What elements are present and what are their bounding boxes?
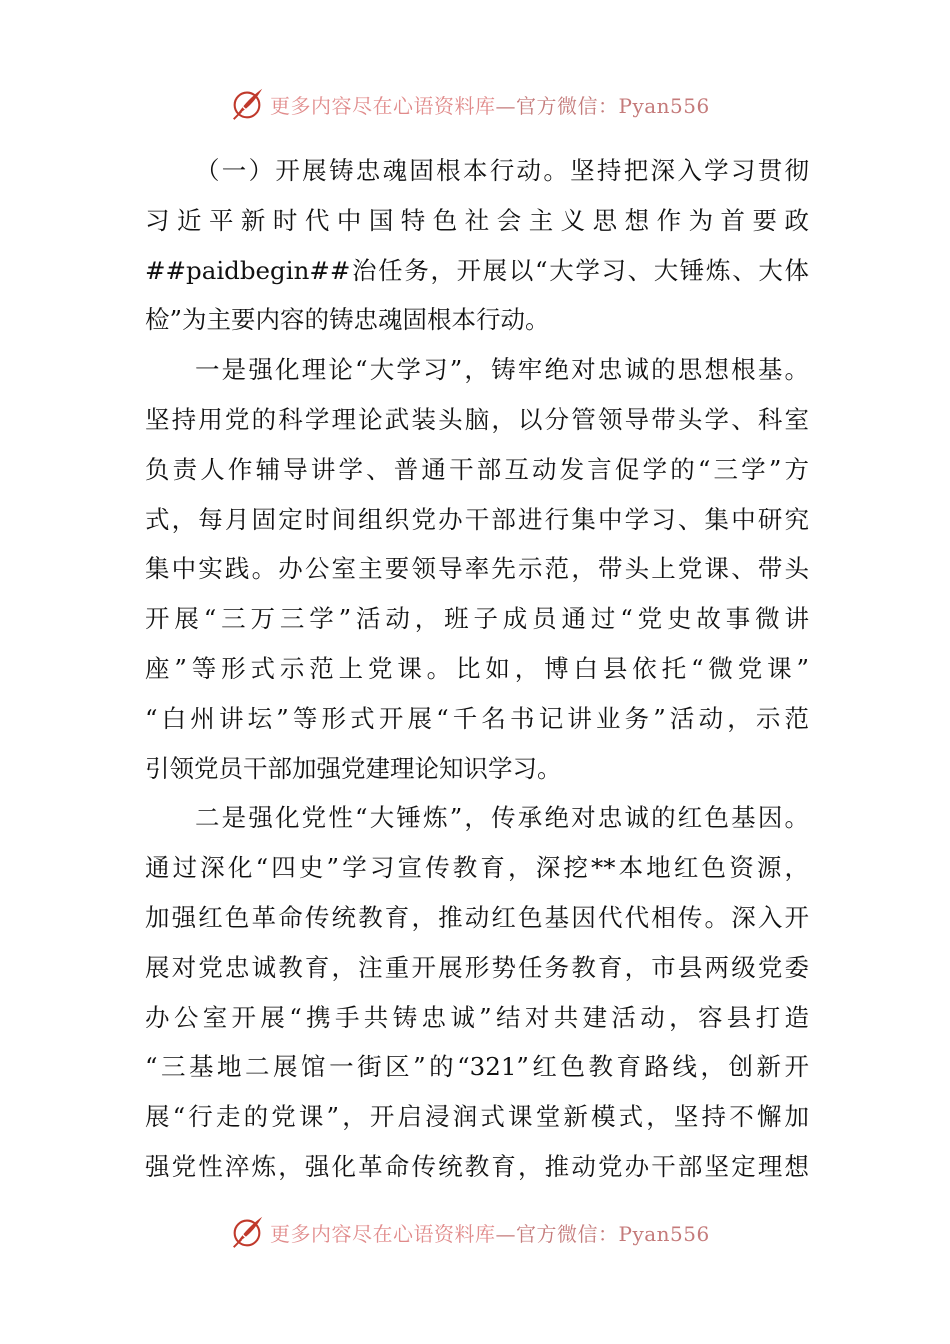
text-line: 集中实践。办公室主要领导率先示范，带头上党课、带头 bbox=[145, 554, 809, 584]
text-line: 引领党员干部加强党建理论知识学习。 bbox=[145, 753, 562, 783]
text-line: 座”等形式示范上党课。比如，博白县依托“微党课” bbox=[145, 653, 809, 683]
text-line: ##paidbegin##治任务，开展以“大学习、大锤炼、大体 bbox=[145, 255, 809, 285]
quill-logo-icon bbox=[228, 1213, 266, 1251]
quill-logo-icon bbox=[228, 85, 266, 123]
text-line: 展“行走的党课”，开启浸润式课堂新模式，坚持不懈加 bbox=[145, 1102, 809, 1132]
paragraph-3 bbox=[145, 793, 809, 1191]
text-line: 展对党忠诚教育，注重开展形势任务教育，市县两级党委 bbox=[145, 952, 809, 982]
text-line: 办公室开展“携手共铸忠诚”结对共建活动，容县打造 bbox=[145, 1002, 809, 1032]
header-banner bbox=[228, 84, 710, 124]
text-line: “三基地二展馆一街区”的“321”红色教育路线，创新开 bbox=[145, 1052, 809, 1082]
text-line: 二是强化党性“大锤炼”，传承绝对忠诚的红色基因。 bbox=[195, 803, 809, 833]
banner-main-text: 更多内容尽在心语资料库 bbox=[270, 1221, 496, 1246]
text-line: 通过深化“四史”学习宣传教育，深挖**本地红色资源， bbox=[145, 853, 809, 883]
text-line: 一是强化理论“大学习”，铸牢绝对忠诚的思想根基。 bbox=[195, 355, 809, 385]
text-line: 开展“三万三学”活动，班子成员通过“党史故事微讲 bbox=[145, 604, 809, 634]
text-line: 坚持用党的科学理论武装头脑，以分管领导带头学、科室 bbox=[145, 404, 809, 434]
text-line: 式，每月固定时间组织党办干部进行集中学习、集中研究 bbox=[145, 504, 809, 534]
text-line: （一）开展铸忠魂固根本行动。坚持把深入学习贯彻 bbox=[195, 156, 809, 185]
text-line: 强党性淬炼，强化革命传统教育，推动党办干部坚定理想 bbox=[145, 1151, 809, 1181]
text-line: 习近平新时代中国特色社会主义思想作为首要政 bbox=[145, 205, 809, 235]
paragraph-2 bbox=[145, 345, 809, 793]
banner-sub-text: —官方微信：Pyan556 bbox=[495, 93, 710, 118]
text-line: 加强红色革命传统教育，推动红色基因代代相传。深入开 bbox=[145, 902, 809, 932]
text-line: 负责人作辅导讲学、普通干部互动发言促学的“三学”方 bbox=[145, 454, 809, 484]
footer-banner bbox=[228, 1212, 710, 1252]
text-line: “白州讲坛”等形式开展“千名书记讲业务”活动，示范 bbox=[145, 703, 809, 733]
banner-main-text: 更多内容尽在心语资料库 bbox=[270, 93, 496, 118]
text-line: 检”为主要内容的铸忠魂固根本行动。 bbox=[145, 305, 550, 335]
banner-sub-text: —官方微信：Pyan556 bbox=[495, 1221, 710, 1246]
document-body bbox=[145, 146, 809, 1192]
paragraph-1 bbox=[145, 146, 809, 345]
